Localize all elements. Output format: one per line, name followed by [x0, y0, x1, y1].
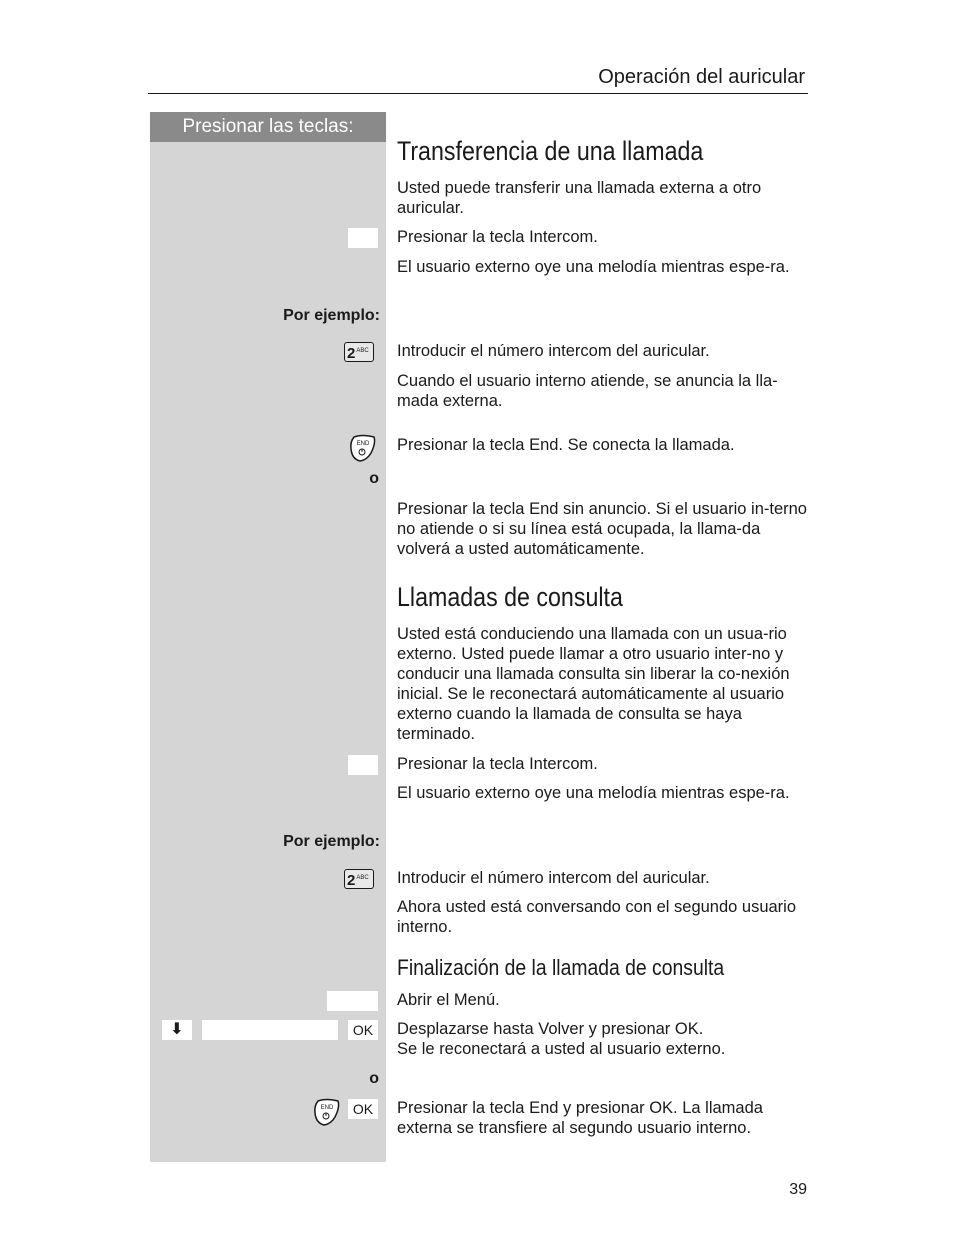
paragraph-line: Se le reconectará a usted al usuario externo.: [397, 1040, 726, 1058]
paragraph: Usted está conduciendo una llamada con un usua-rio externo. Usted puede llamar a otro usuario inter-no y conducir una llamada consulta sin liberar la co-nexión inicial. Se le reconectará automáticamente al usuario externo cuando la llamada de consulta se haya terminado.: [397, 625, 790, 743]
paragraph: El usuario externo oye una melodía mientras espe-ra.: [397, 258, 790, 276]
paragraph: El usuario externo oye una melodía mientras espe-ra.: [397, 784, 790, 802]
end-key-icon: [347, 433, 377, 463]
paragraph: Ahora usted está conversando con el segundo usuario interno.: [397, 898, 797, 936]
paragraph: Usted puede transferir una llamada externa a otro auricular.: [397, 179, 762, 217]
key-digit: 2: [347, 345, 356, 362]
end-key-icon: [311, 1097, 341, 1127]
digit-2-key: [344, 342, 374, 362]
menu-display-field: [202, 1020, 338, 1040]
section-title-consult: Llamadas de consulta: [397, 582, 623, 612]
paragraph: Introducir el número intercom del auricular.: [397, 869, 710, 887]
paragraph: Cuando el usuario interno atiende, se anuncia la lla-mada externa.: [397, 372, 778, 410]
section-title-transfer: Transferencia de una llamada: [397, 136, 704, 166]
down-arrow-icon: ⬇: [162, 1020, 192, 1040]
paragraph-line: Desplazarse hasta Volver y presionar OK.: [397, 1020, 704, 1038]
subsection-title-end-consult: Finalización de la llamada de consulta: [397, 955, 725, 980]
svg-text:END: END: [320, 1105, 334, 1111]
paragraph: Presionar la tecla Intercom.: [397, 228, 598, 246]
paragraph: Presionar la tecla End y presionar OK. La llamada externa se transfiere al segundo usuario interno.: [397, 1099, 763, 1137]
paragraph: Introducir el número intercom del auricular.: [397, 342, 710, 360]
header-rule: [148, 93, 808, 94]
paragraph: [397, 1019, 809, 1059]
or-label: o: [369, 1070, 379, 1087]
intercom-key: [348, 228, 378, 248]
digit-2-key: [344, 869, 374, 889]
running-header-title: Operación del auricular: [598, 66, 805, 88]
ok-key: OK: [348, 1099, 378, 1119]
intercom-key: [348, 755, 378, 775]
example-label: Por ejemplo:: [283, 307, 380, 324]
key-letters: ABC: [356, 348, 369, 354]
paragraph: Presionar la tecla End sin anuncio. Si el usuario in-terno no atiende o si su línea está ocupada, la llama-da volverá a usted automáticamente.: [397, 500, 807, 558]
or-label: o: [369, 470, 379, 487]
paragraph: Presionar la tecla End. Se conecta la llamada.: [397, 436, 735, 454]
sidebar-heading: Presionar las teclas:: [150, 112, 386, 142]
page-number: 39: [789, 1181, 807, 1198]
ok-key: OK: [348, 1020, 378, 1040]
paragraph: Abrir el Menú.: [397, 991, 500, 1009]
menu-display-key: [327, 991, 378, 1011]
paragraph: Presionar la tecla Intercom.: [397, 755, 598, 773]
key-letters: ABC: [356, 875, 369, 881]
key-digit: 2: [347, 872, 356, 889]
svg-text:END: END: [356, 441, 370, 447]
example-label: Por ejemplo:: [283, 833, 380, 850]
